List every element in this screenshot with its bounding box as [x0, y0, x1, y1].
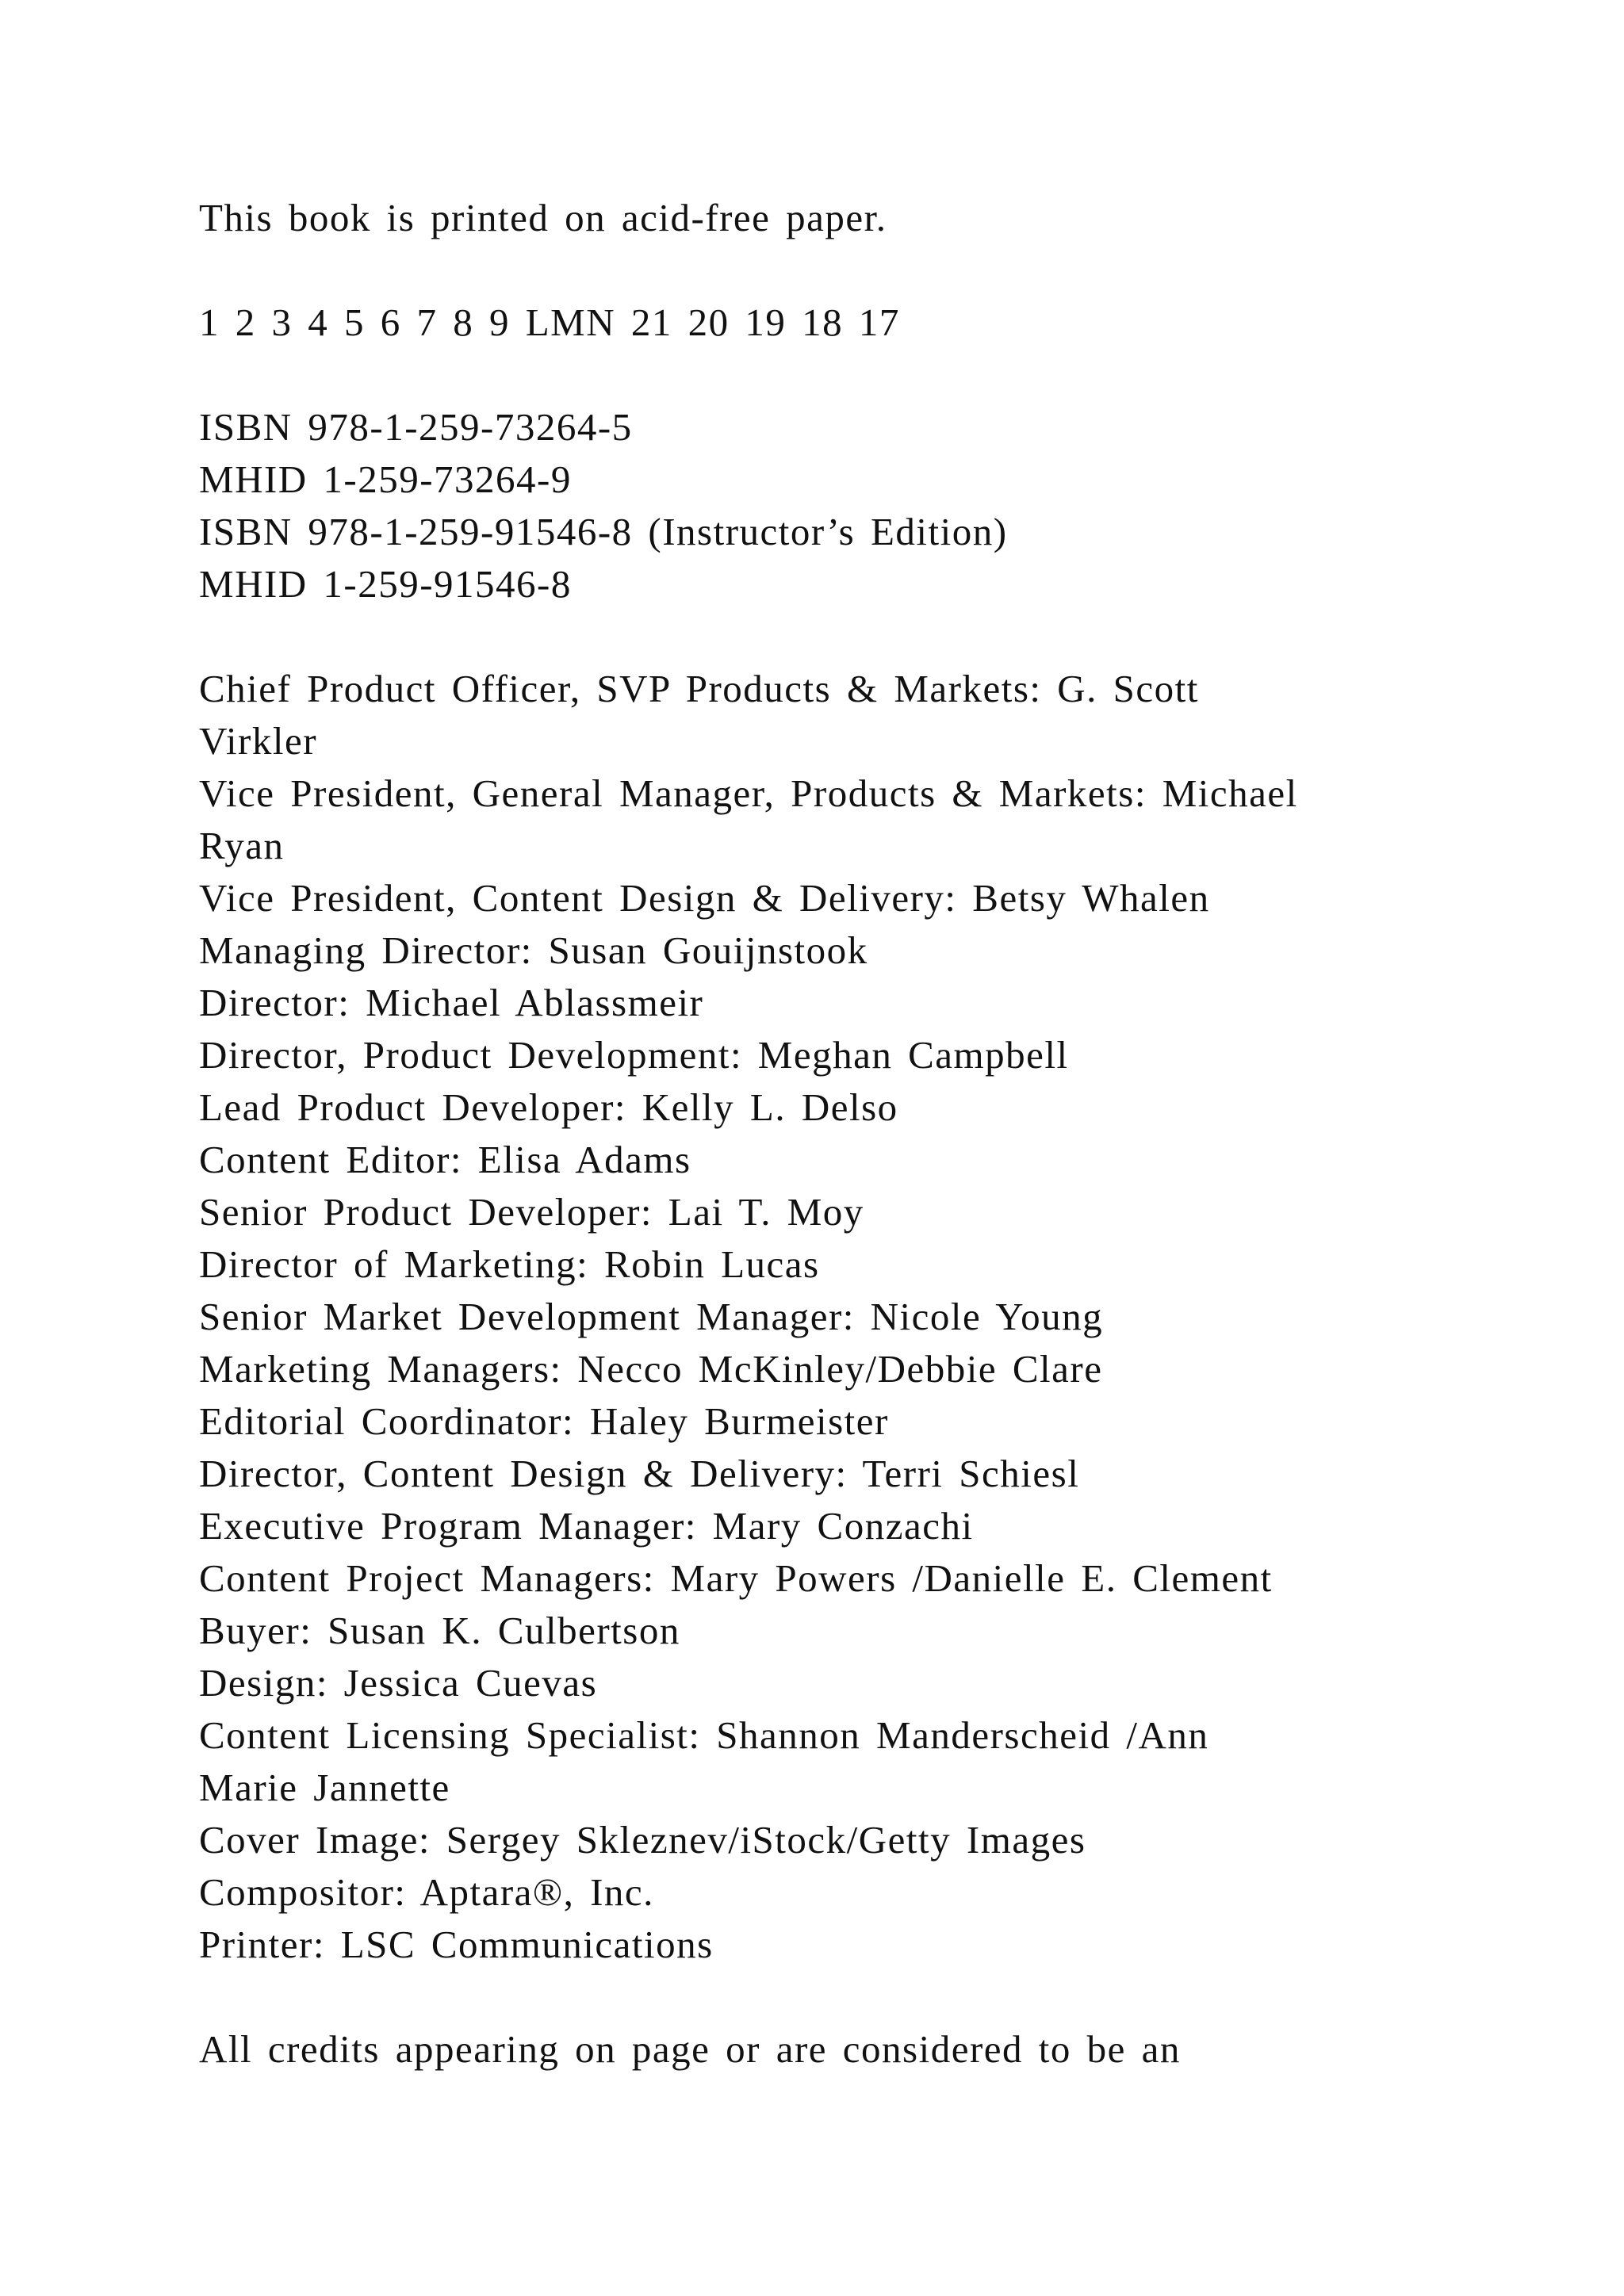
statement-line: This book is printed on acid-free paper. — [199, 196, 887, 239]
spacer — [199, 610, 1436, 663]
identifier-line: ISBN 978-1-259-73264-5 — [199, 405, 633, 449]
credits-note-line: All credits appearing on page or are considered to be an — [199, 2027, 1181, 2071]
identifier-line: ISBN 978-1-259-91546-8 (Instructor’s Edition) — [199, 510, 1008, 553]
credit-line: Design: Jessica Cuevas — [199, 1661, 598, 1705]
credit-line: Lead Product Developer: Kelly L. Delso — [199, 1085, 898, 1129]
spacer — [199, 1971, 1436, 2023]
credit-line: Vice President, Content Design & Delivery: Betsy Whalen — [199, 876, 1210, 920]
credit-line: Senior Product Developer: Lai T. Moy — [199, 1190, 864, 1234]
credit-line: Managing Director: Susan Gouijnstook — [199, 928, 868, 972]
credit-line: Marie Jannette — [199, 1766, 450, 1809]
spacer — [199, 244, 1436, 297]
credit-line: Editorial Coordinator: Haley Burmeister — [199, 1399, 889, 1443]
credit-line: Virkler — [199, 719, 318, 763]
credit-line: Director: Michael Ablassmeir — [199, 981, 704, 1024]
credit-line: Content Project Managers: Mary Powers /Danielle E. Clement — [199, 1556, 1273, 1600]
credit-line: Marketing Managers: Necco McKinley/Debbie Clare — [199, 1347, 1103, 1391]
credit-line: Cover Image: Sergey Skleznev/iStock/Getty Images — [199, 1818, 1086, 1862]
printing-line — [199, 297, 1436, 349]
spacer — [199, 349, 1436, 401]
credit-line: Buyer: Susan K. Culbertson — [199, 1609, 680, 1652]
acid-free-statement — [199, 192, 1436, 244]
credit-line: Ryan — [199, 824, 285, 867]
printing-number-line: 1 2 3 4 5 6 7 8 9 LMN 21 20 19 18 17 — [199, 300, 900, 344]
credit-line: Director of Marketing: Robin Lucas — [199, 1242, 820, 1286]
credits-note — [199, 2023, 1436, 2076]
credits-list — [199, 663, 1436, 1971]
identifier-line: MHID 1-259-91546-8 — [199, 562, 572, 606]
credit-line: Content Licensing Specialist: Shannon Manderscheid /Ann — [199, 1713, 1209, 1757]
credit-line: Compositor: Aptara®, Inc. — [199, 1870, 654, 1914]
credit-line: Director, Content Design & Delivery: Terri Schiesl — [199, 1452, 1080, 1495]
identifier-line: MHID 1-259-73264-9 — [199, 457, 572, 501]
copyright-page-content — [199, 192, 1436, 2076]
credit-line: Printer: LSC Communications — [199, 1923, 714, 1966]
identifier-list — [199, 401, 1436, 610]
credit-line: Director, Product Development: Meghan Campbell — [199, 1033, 1069, 1077]
credit-line: Senior Market Development Manager: Nicole Young — [199, 1295, 1104, 1338]
credit-line: Content Editor: Elisa Adams — [199, 1138, 691, 1181]
credit-line: Vice President, General Manager, Products & Markets: Michael — [199, 771, 1298, 815]
credit-line: Executive Program Manager: Mary Conzachi — [199, 1504, 974, 1548]
credit-line: Chief Product Officer, SVP Products & Markets: G. Scott — [199, 667, 1199, 710]
